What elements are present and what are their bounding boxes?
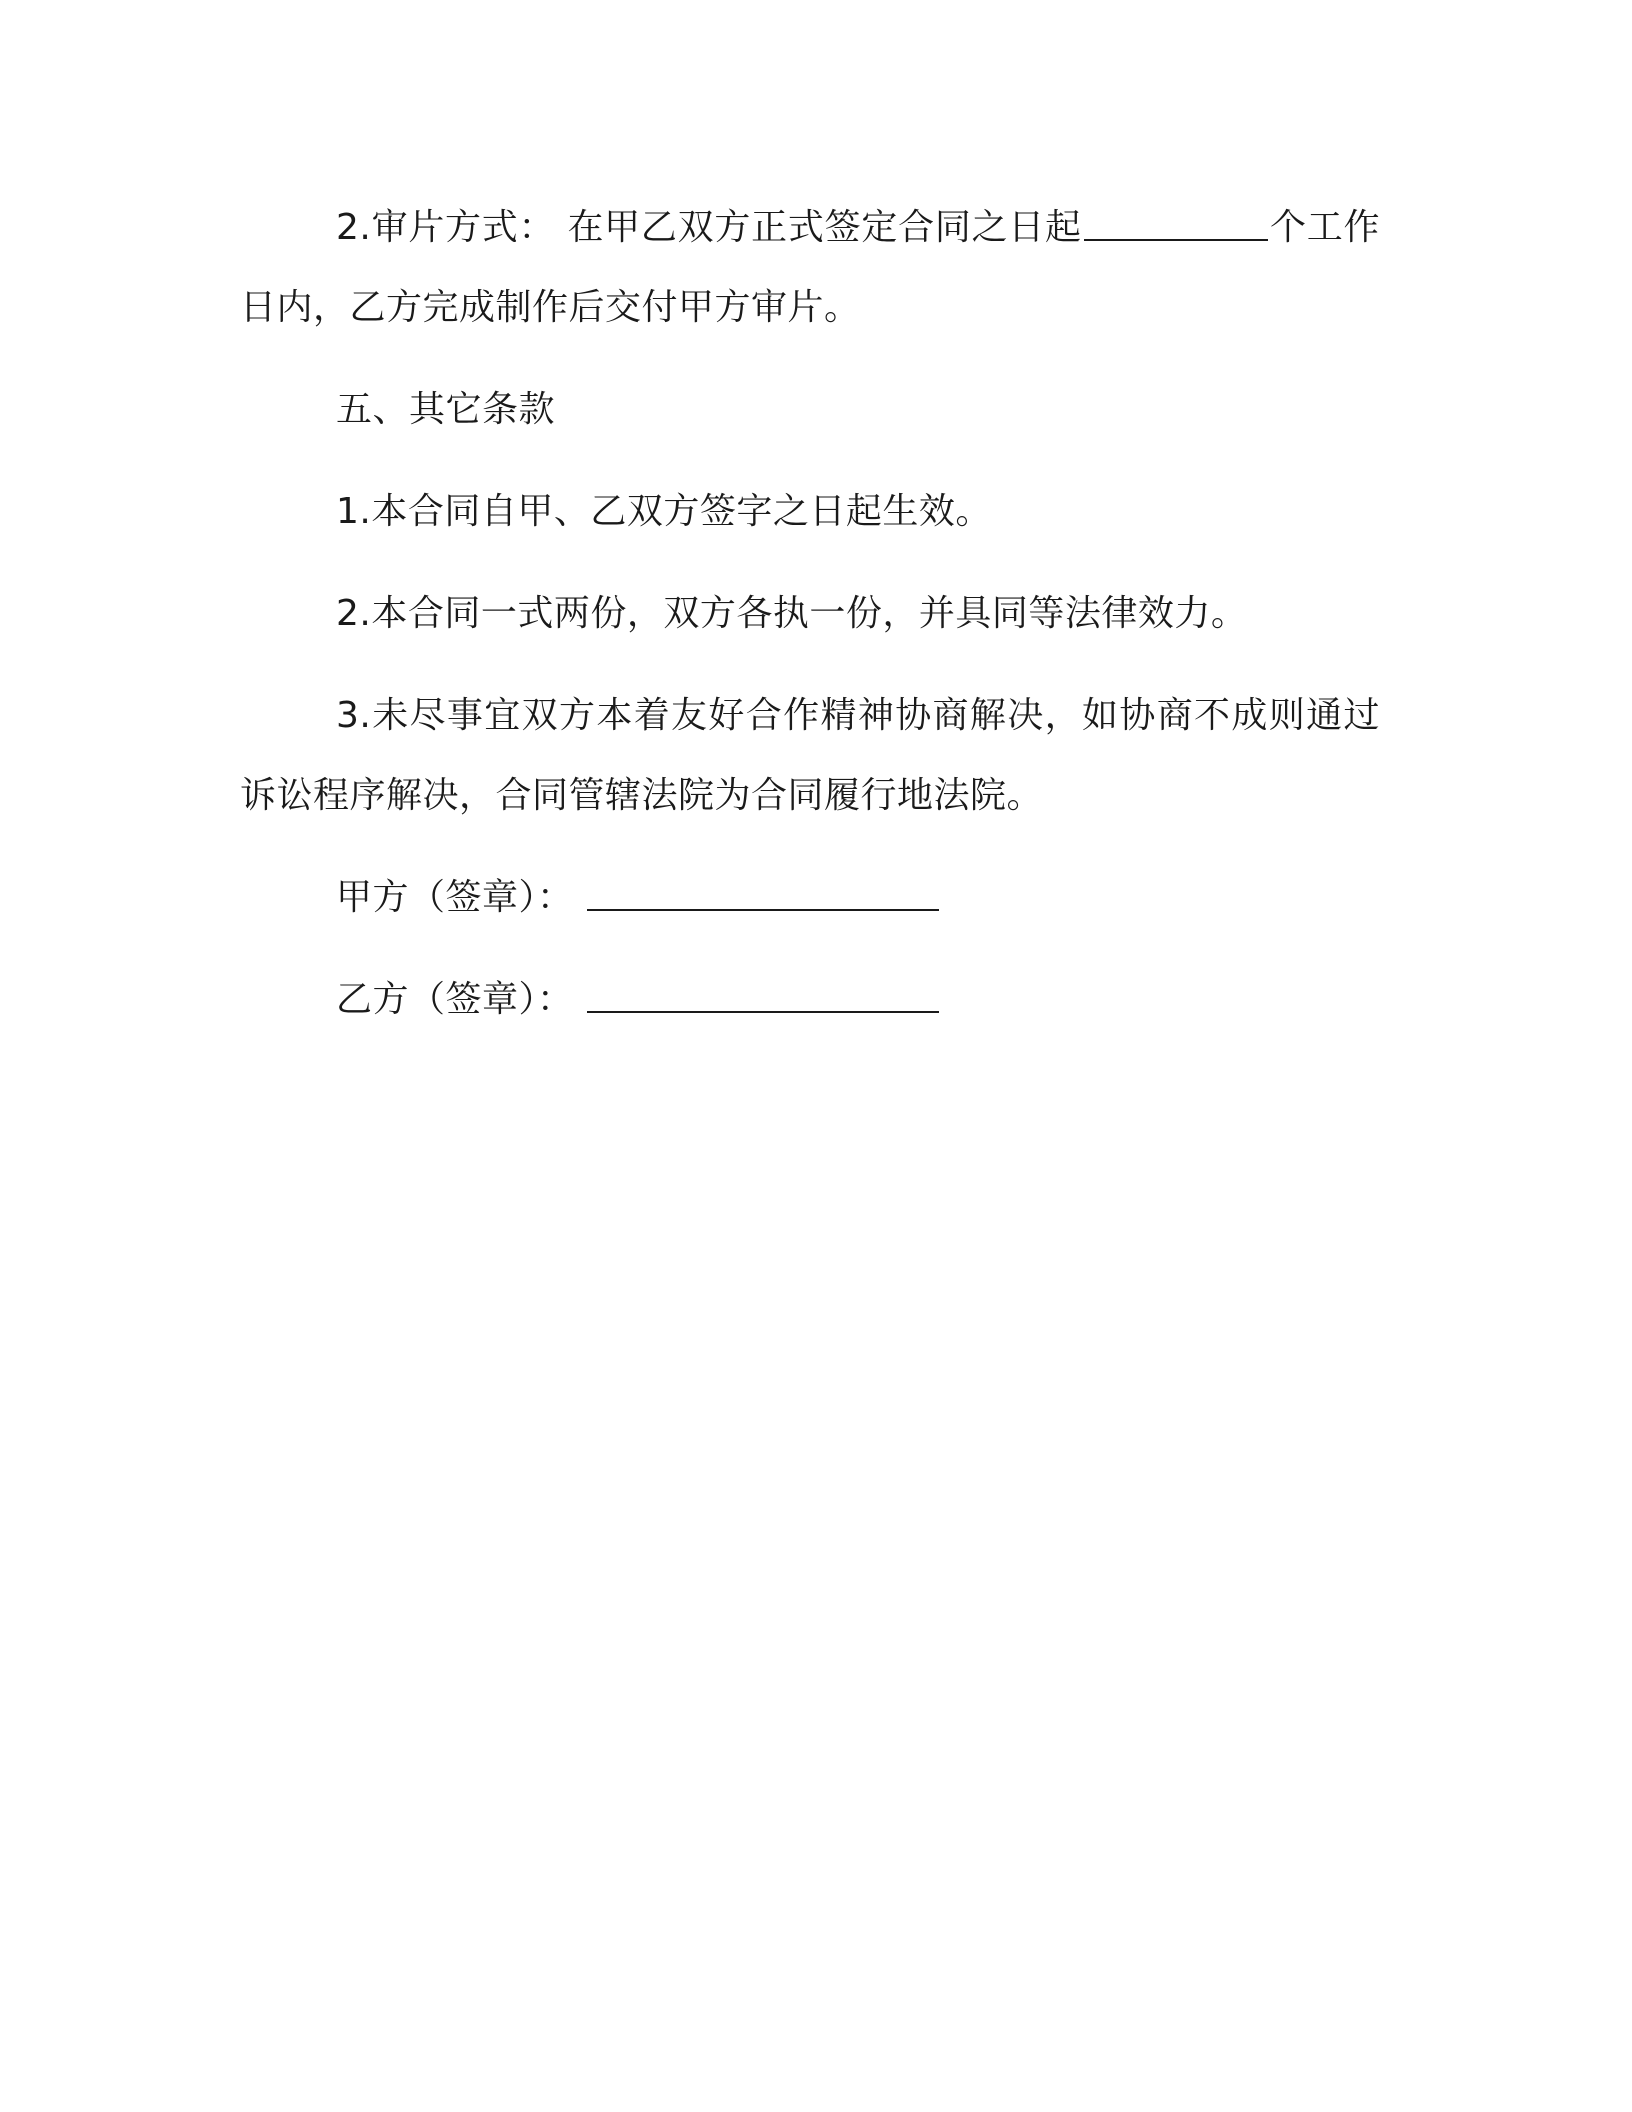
party-a-label: 甲方（签章）：	[336, 877, 574, 918]
clause-text-after: 个工作日内，乙方完成制作后交付甲方审片。	[240, 207, 1380, 328]
party-b-signature-line	[240, 960, 1380, 1040]
clause-text-before: 2.审片方式： 在甲乙双方正式签定合同之日起	[336, 207, 1082, 248]
party-b-label: 乙方（签章）：	[336, 979, 574, 1020]
section-heading: 五、其它条款	[336, 389, 556, 430]
party-a-signature-line	[240, 858, 1380, 938]
term-dispute-resolution: 3.未尽事宜双方本着友好合作精神协商解决，如协商不成则通过诉讼程序解决，合同管辖法院为合同履行地法院。	[240, 695, 1380, 816]
document-body	[240, 188, 1380, 1062]
clause-review-method	[240, 188, 1380, 348]
term-effective-date: 1.本合同自甲、乙双方签字之日起生效。	[336, 491, 992, 532]
party-b-signature-field[interactable]	[587, 967, 939, 1013]
term-copies: 2.本合同一式两份，双方各执一份，并具同等法律效力。	[336, 593, 1248, 634]
days-blank-field[interactable]	[1084, 195, 1268, 241]
party-a-signature-field[interactable]	[587, 865, 939, 911]
